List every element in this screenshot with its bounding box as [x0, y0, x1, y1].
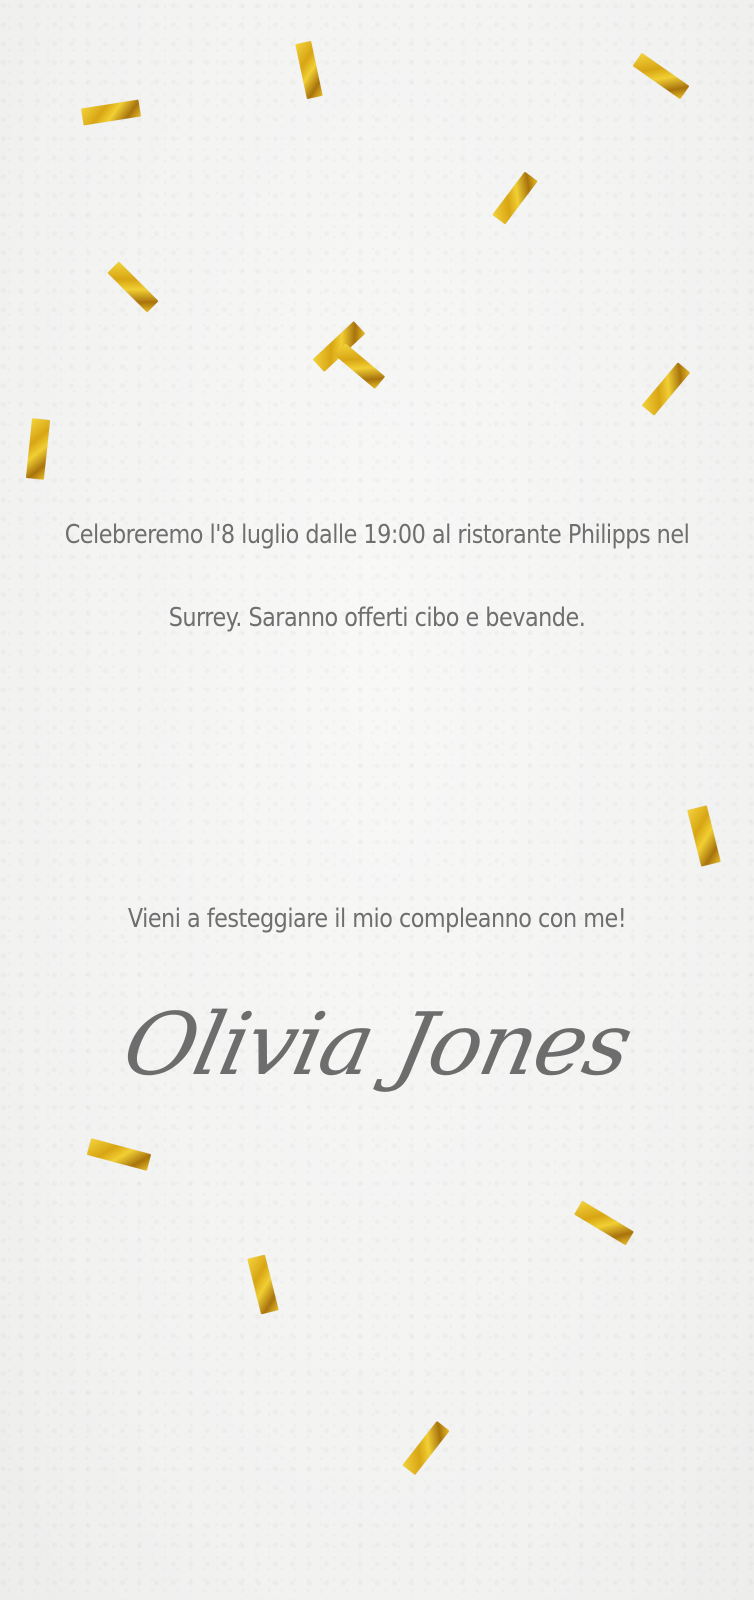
gold-confetti-piece	[295, 41, 322, 99]
signature-name: Olivia Jones	[114, 995, 639, 1095]
gold-confetti-piece	[335, 343, 385, 389]
invite-details-line-1: Celebreremo l'8 luglio dalle 19:00 al ristorante Philipps nel	[64, 520, 690, 550]
gold-confetti-piece	[492, 172, 537, 225]
gold-confetti-piece	[633, 53, 690, 99]
gold-confetti-piece	[87, 1138, 151, 1170]
gold-confetti-piece	[247, 1255, 278, 1315]
invite-message: Vieni a festeggiare il mio compleanno con me!	[127, 904, 627, 934]
invite-details-line-2: Surrey. Saranno offerti cibo e bevande.	[168, 603, 586, 633]
gold-confetti-piece	[687, 805, 720, 866]
gold-confetti-piece	[574, 1201, 634, 1246]
gold-confetti-piece	[642, 362, 690, 415]
gold-confetti-piece	[108, 262, 159, 313]
gold-confetti-piece	[26, 418, 50, 480]
gold-confetti-piece	[81, 100, 141, 126]
gold-confetti-piece	[402, 1421, 449, 1475]
